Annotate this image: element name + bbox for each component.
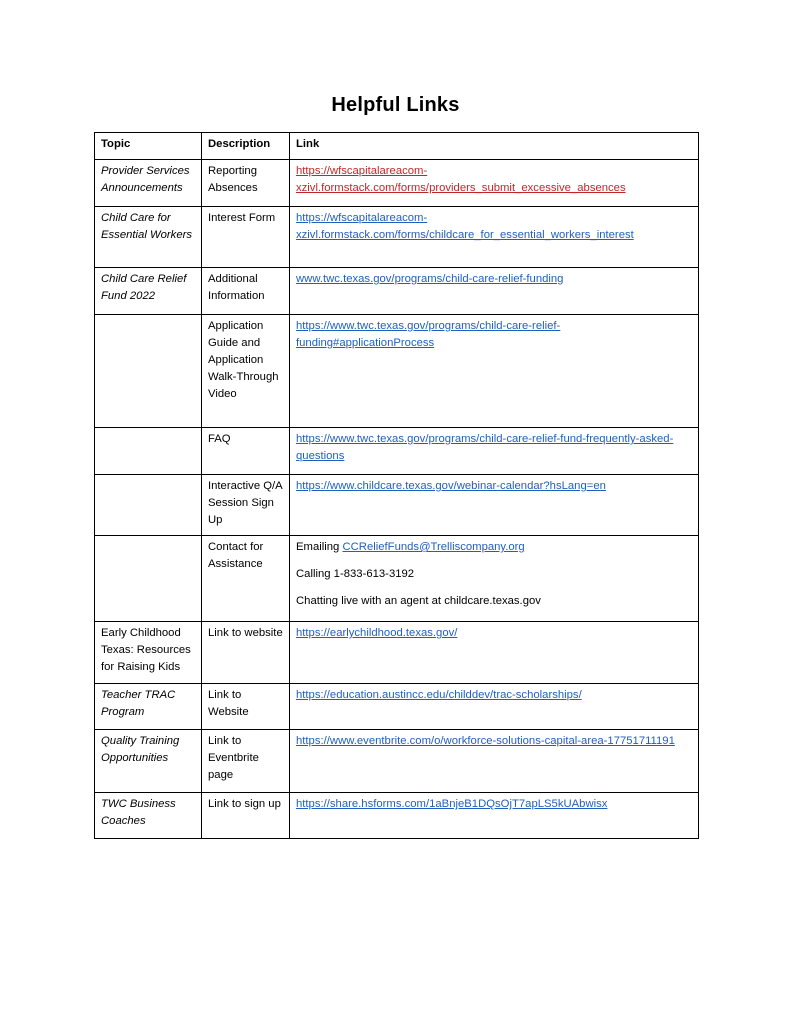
table-row [95, 315, 699, 428]
topic-cell [95, 315, 202, 428]
link-provider-absences[interactable]: https://wfscapitalareacom-xzivl.formstack.com/forms/providers_submit_excessive_absences [296, 165, 626, 194]
header-link: Link [290, 133, 699, 160]
email-prefix: Emailing [296, 541, 343, 553]
link-cell [290, 207, 699, 268]
link-trac-scholarships[interactable]: https://education.austincc.edu/childdev/trac-scholarships/ [296, 689, 582, 701]
contact-chat-line: Chatting live with an agent at childcare.texas.gov [296, 595, 541, 607]
description-cell: Interest Form [202, 207, 290, 268]
description-cell: Link to Website [202, 684, 290, 730]
email-link[interactable]: CCReliefFunds@Trelliscompany.org [342, 541, 525, 553]
contact-email-line [296, 539, 692, 556]
link-early-childhood[interactable]: https://earlychildhood.texas.gov/ [296, 627, 458, 639]
table-row [95, 160, 699, 207]
link-eventbrite[interactable]: https://www.eventbrite.com/o/workforce-solutions-capital-area-17751711191 [296, 735, 675, 747]
topic-cell: Quality Training Opportunities [95, 730, 202, 793]
link-cell [290, 160, 699, 207]
table-row [95, 536, 699, 622]
link-faq[interactable]: https://www.twc.texas.gov/programs/child-care-relief-fund-frequently-asked-questions [296, 433, 674, 462]
table-row [95, 475, 699, 536]
link-essential-workers[interactable]: https://wfscapitalareacom-xzivl.formstack.com/forms/childcare_for_essential_workers_interest [296, 212, 634, 241]
link-cell [290, 730, 699, 793]
description-cell: Contact for Assistance [202, 536, 290, 622]
page-title: Helpful Links [331, 94, 460, 116]
link-cell [290, 475, 699, 536]
link-webinar-calendar[interactable]: https://www.childcare.texas.gov/webinar-calendar?hsLang=en [296, 480, 606, 492]
table-row [95, 207, 699, 268]
table-row [95, 268, 699, 315]
link-hsforms-signup[interactable]: https://share.hsforms.com/1aBnjeB1DQsOjT7apLS5kUAbwisx [296, 798, 608, 810]
link-cell [290, 622, 699, 684]
topic-cell: Early Childhood Texas: Resources for Raising Kids [95, 622, 202, 684]
topic-cell: Teacher TRAC Program [95, 684, 202, 730]
topic-cell [95, 428, 202, 475]
table-row [95, 428, 699, 475]
description-cell: FAQ [202, 428, 290, 475]
header-description: Description [202, 133, 290, 160]
header-topic: Topic [95, 133, 202, 160]
topic-cell: Child Care Relief Fund 2022 [95, 268, 202, 315]
link-relief-funding[interactable]: www.twc.texas.gov/programs/child-care-relief-funding [296, 273, 564, 285]
topic-cell [95, 536, 202, 622]
table-row [95, 622, 699, 684]
description-cell: Reporting Absences [202, 160, 290, 207]
link-cell [290, 793, 699, 839]
helpful-links-table [94, 132, 699, 839]
link-cell [290, 536, 699, 622]
topic-cell: Child Care for Essential Workers [95, 207, 202, 268]
topic-cell [95, 475, 202, 536]
link-cell [290, 684, 699, 730]
topic-cell: TWC Business Coaches [95, 793, 202, 839]
topic-cell: Provider Services Announcements [95, 160, 202, 207]
description-cell: Link to Eventbrite page [202, 730, 290, 793]
contact-phone-line: Calling 1-833-613-3192 [296, 568, 415, 580]
link-cell [290, 315, 699, 428]
link-application-process[interactable]: https://www.twc.texas.gov/programs/child-care-relief-funding#applicationProcess [296, 320, 561, 349]
link-cell [290, 268, 699, 315]
table-row [95, 684, 699, 730]
description-cell: Additional Information [202, 268, 290, 315]
table-header-row [95, 133, 699, 160]
description-cell: Link to website [202, 622, 290, 684]
link-cell [290, 428, 699, 475]
description-cell: Interactive Q/A Session Sign Up [202, 475, 290, 536]
description-cell: Application Guide and Application Walk-Through Video [202, 315, 290, 428]
description-cell: Link to sign up [202, 793, 290, 839]
table-row [95, 730, 699, 793]
table-row [95, 793, 699, 839]
